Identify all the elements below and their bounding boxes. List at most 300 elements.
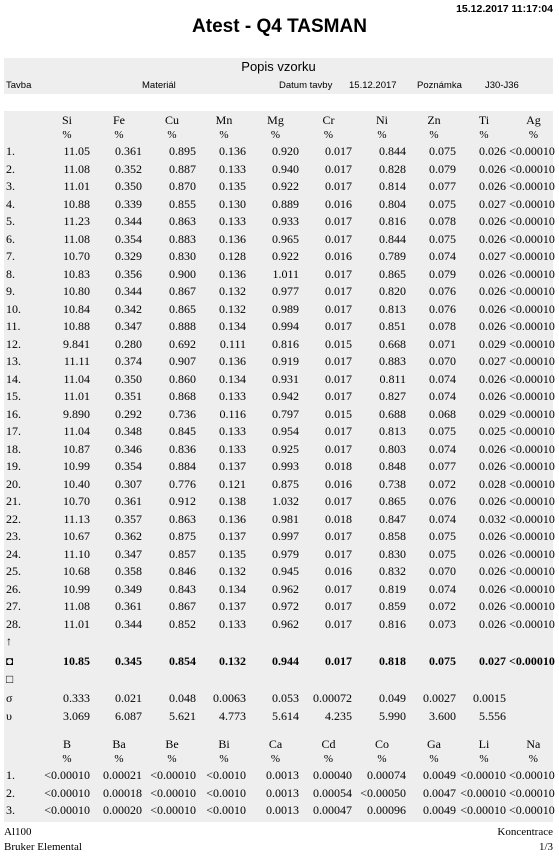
row-label: 25. (6, 564, 21, 578)
value-cell: 0.875 (169, 529, 196, 543)
value-cell: 0.851 (379, 319, 406, 333)
value-cell: 0.848 (379, 459, 406, 473)
value-cell: 0.070 (429, 354, 456, 368)
value-cell: 10.80 (63, 284, 90, 298)
value-cell: 0.133 (219, 214, 246, 228)
table-row (4, 581, 558, 599)
value-cell: 0.883 (379, 354, 406, 368)
value-cell: <0.00010 (509, 336, 555, 351)
datum-value: 15.12.2017 (349, 80, 397, 91)
value-cell: 0.933 (272, 214, 299, 228)
value-cell: 0.00020 (103, 803, 142, 817)
value-cell: <0.00010 (460, 768, 506, 782)
value-cell: 0.0047 (423, 785, 456, 800)
value-cell: 0.134 (219, 319, 246, 333)
value-cell: 0.867 (169, 599, 196, 613)
element-header: Cu (164, 113, 179, 127)
value-cell: 0.133 (219, 441, 246, 456)
empty-cell (459, 671, 509, 689)
value-cell: 0.333 (63, 691, 90, 705)
table-row (4, 353, 558, 371)
value-cell: 0.053 (272, 691, 299, 705)
value-cell: 0.017 (325, 441, 352, 456)
element-header: Ti (478, 113, 490, 127)
row-label: 12. (6, 336, 21, 351)
value-cell: 0.816 (379, 214, 406, 228)
value-cell: 6.087 (115, 709, 142, 723)
value-cell: 11.13 (63, 511, 90, 526)
value-cell: 0.348 (115, 424, 142, 438)
value-cell: 0.026 (479, 459, 506, 473)
row-label: 28. (6, 616, 21, 631)
value-cell: 0.358 (115, 564, 142, 578)
value-cell: <0.00010 (44, 768, 90, 782)
value-cell: 0.116 (219, 406, 246, 421)
value-cell: 0.668 (379, 336, 406, 351)
value-cell: <0.00010 (509, 529, 555, 543)
row-label: υ (6, 709, 12, 723)
empty-cell (409, 633, 459, 651)
value-cell: 0.345 (115, 653, 142, 668)
value-cell: 0.820 (379, 284, 406, 298)
value-cell: 0.017 (325, 266, 352, 281)
value-cell: 0.121 (219, 476, 246, 491)
value-cell: 0.00074 (367, 768, 406, 782)
value-cell: <0.00010 (509, 599, 555, 613)
table-row (4, 476, 558, 494)
row-label: 8. (6, 266, 15, 281)
value-cell: 0.344 (115, 214, 142, 228)
table-row (4, 563, 558, 581)
value-cell: 0.032 (479, 511, 506, 526)
mean-row (4, 651, 558, 671)
row-label: 10. (6, 301, 21, 316)
row-label: 1. (6, 144, 15, 158)
table-row (4, 616, 558, 634)
row-label: 17. (6, 424, 21, 438)
element-header: Mg (267, 113, 284, 127)
row-label: 18. (6, 441, 21, 456)
table-row (4, 598, 558, 616)
unit-label: % (167, 129, 177, 141)
value-cell: 0.846 (169, 564, 196, 578)
value-cell: 10.84 (63, 301, 90, 316)
element-header: B (62, 737, 71, 751)
value-cell: 0.135 (219, 546, 246, 561)
value-cell: 0.855 (169, 196, 196, 211)
value-cell: 0.979 (272, 546, 299, 561)
value-cell: <0.00010 (509, 785, 555, 800)
unit-label: % (62, 753, 72, 765)
value-cell: 0.0013 (266, 768, 299, 782)
value-cell: 0.836 (169, 441, 196, 456)
row-label: 22. (6, 511, 21, 526)
value-cell: 0.357 (115, 511, 142, 526)
empty-cell (199, 671, 249, 689)
value-cell: 0.803 (379, 441, 406, 456)
header-corner (4, 737, 41, 752)
value-cell: 0.138 (219, 494, 246, 508)
value-cell: 0.017 (325, 599, 352, 613)
value-cell: 0.074 (429, 249, 456, 263)
value-cell: <0.0010 (206, 785, 246, 800)
element-header: Cd (321, 737, 336, 751)
value-cell: 0.352 (115, 161, 142, 176)
value-cell: <0.00010 (509, 144, 555, 158)
value-cell: 0.0063 (213, 691, 246, 705)
table-row (4, 388, 558, 406)
value-cell: 1.011 (272, 266, 299, 281)
value-cell: 0.026 (479, 231, 506, 246)
row-label: 27. (6, 599, 21, 613)
value-cell: 0.132 (219, 301, 246, 316)
value-cell: 0.907 (169, 354, 196, 368)
value-cell: 0.887 (169, 161, 196, 176)
value-cell: 11.01 (63, 179, 90, 193)
value-cell: 0.307 (115, 476, 142, 491)
unit-corner (4, 752, 41, 767)
row-label: 2. (6, 161, 15, 176)
value-cell: <0.00010 (509, 511, 555, 526)
unit-label: % (429, 753, 439, 765)
empty-cell (509, 671, 558, 689)
value-cell: 0.026 (479, 144, 506, 158)
value-cell: <0.00010 (509, 284, 555, 298)
table-row (4, 371, 558, 389)
value-cell: 0.981 (272, 511, 299, 526)
value-cell: 0.026 (479, 266, 506, 281)
value-cell: 0.079 (429, 161, 456, 176)
value-cell: 0.026 (479, 546, 506, 561)
value-cell: 0.077 (429, 179, 456, 193)
value-cell: <0.00010 (509, 266, 555, 281)
value-cell: 11.01 (63, 389, 90, 403)
value-cell: 0.865 (379, 494, 406, 508)
value-cell: 0.965 (272, 231, 299, 246)
value-cell: 10.83 (63, 266, 90, 281)
report-title: Atest - Q4 TASMAN (192, 16, 367, 37)
value-cell: 0.863 (169, 511, 196, 526)
value-cell: 0.993 (272, 459, 299, 473)
value-cell: 0.0049 (423, 768, 456, 782)
row-label: 9. (6, 284, 15, 298)
unit-corner (4, 128, 41, 143)
value-cell: 0.811 (379, 371, 406, 386)
value-cell: 0.133 (219, 616, 246, 631)
value-cell: 0.026 (479, 599, 506, 613)
value-cell: 0.017 (325, 389, 352, 403)
value-cell: 0.350 (115, 371, 142, 386)
value-cell: 0.362 (115, 529, 142, 543)
value-cell: 0.111 (219, 336, 246, 351)
unit-label: % (377, 129, 387, 141)
element-header: Mn (215, 113, 233, 127)
empty-cell (145, 671, 199, 689)
value-cell: <0.00010 (509, 564, 555, 578)
value-cell: 0.021 (115, 691, 142, 705)
value-cell: 0.026 (479, 371, 506, 386)
element-header: Bi (218, 737, 230, 751)
value-cell: 0.017 (325, 371, 352, 386)
value-cell: 0.989 (272, 301, 299, 316)
value-cell: 0.342 (115, 301, 142, 316)
value-cell: 0.068 (429, 406, 456, 421)
value-cell: 0.017 (325, 546, 352, 561)
value-cell: <0.00010 (509, 301, 555, 316)
value-cell: 0.804 (379, 196, 406, 211)
value-cell: 0.017 (325, 319, 352, 333)
value-cell: 0.816 (379, 616, 406, 631)
value-cell: 10.70 (63, 494, 90, 508)
value-cell: 0.361 (115, 599, 142, 613)
table-row (4, 785, 558, 803)
material-label: Materiál (142, 80, 176, 91)
table-row (4, 511, 558, 529)
row-label: 3. (6, 179, 15, 193)
value-cell: 0.962 (272, 616, 299, 631)
unit-label: % (270, 753, 281, 765)
value-cell: <0.00010 (509, 406, 555, 421)
value-cell: 0.813 (379, 301, 406, 316)
row-label: 2. (6, 785, 15, 800)
value-cell: 0.832 (379, 564, 406, 578)
value-cell: 0.813 (379, 424, 406, 438)
value-cell: 0.027 (479, 354, 506, 368)
value-cell: 0.776 (169, 476, 196, 491)
unit-label: % (114, 129, 124, 141)
value-cell: 5.621 (169, 709, 196, 723)
poznamka-label: Poznámka (417, 80, 462, 91)
value-cell: 0.026 (479, 214, 506, 228)
value-cell: 0.027 (479, 196, 506, 211)
empty-cell (249, 633, 302, 651)
value-cell: 0.292 (115, 406, 142, 421)
value-cell: 0.818 (379, 653, 406, 668)
value-cell: <0.00010 (509, 803, 555, 817)
value-cell: 0.865 (169, 301, 196, 316)
value-cell: 0.857 (169, 546, 196, 561)
value-cell: 0.017 (325, 161, 352, 176)
row-label: ◘ (6, 653, 14, 668)
value-cell: 0.077 (429, 459, 456, 473)
value-cell: 0.075 (429, 424, 456, 438)
value-cell: 0.00072 (313, 691, 352, 705)
value-cell (509, 708, 558, 726)
empty-label: □ (6, 671, 14, 686)
value-cell: 11.08 (63, 231, 90, 246)
unit-label: % (167, 753, 177, 765)
footer-mode: Koncentrace (497, 826, 553, 838)
value-cell: 0.134 (219, 371, 246, 386)
value-cell: 0.865 (379, 266, 406, 281)
element-header: Si (61, 113, 72, 127)
value-cell: 10.88 (63, 196, 90, 211)
sample-description-title: Popis vzorku (241, 59, 316, 74)
value-cell: 0.017 (325, 653, 352, 668)
value-cell: 0.925 (272, 441, 299, 456)
value-cell: 0.076 (429, 284, 456, 298)
value-cell: 0.889 (272, 196, 299, 211)
value-cell: 0.0027 (423, 691, 456, 705)
value-cell: 0.819 (379, 581, 406, 596)
value-cell: <0.00010 (509, 354, 555, 368)
value-cell: 0.942 (272, 389, 299, 403)
value-cell: <0.00010 (509, 581, 555, 596)
row-label: 5. (6, 214, 15, 228)
value-cell: 10.40 (63, 476, 90, 491)
value-cell: 0.136 (219, 511, 246, 526)
value-cell: 0.931 (272, 371, 299, 386)
value-cell: 0.356 (115, 266, 142, 281)
arrow-row (4, 633, 558, 651)
element-header: Na (526, 737, 541, 751)
value-cell: 11.08 (63, 161, 90, 176)
value-cell: <0.00010 (509, 214, 555, 228)
element-header: Li (478, 737, 490, 751)
empty-cell (409, 671, 459, 689)
value-cell: 0.863 (169, 214, 196, 228)
arrow-label: ↑ (6, 634, 12, 648)
unit-label: % (219, 129, 229, 141)
value-cell: <0.00010 (509, 441, 555, 456)
value-cell: 10.70 (63, 249, 90, 263)
element-header: Be (165, 737, 179, 751)
element-header: Ni (376, 113, 388, 127)
value-cell: 0.00021 (103, 768, 142, 782)
value-cell: 0.361 (115, 144, 142, 158)
row-label: 1. (6, 768, 15, 782)
value-cell: 0.977 (272, 284, 299, 298)
empty-cell (302, 633, 355, 651)
value-cell: 0.912 (169, 494, 196, 508)
row-label: 16. (6, 406, 21, 421)
value-cell: 10.99 (63, 581, 90, 596)
value-cell: 0.026 (479, 581, 506, 596)
element-header-row (4, 113, 558, 128)
value-cell: 0.867 (169, 284, 196, 298)
value-cell: <0.00010 (509, 371, 555, 386)
row-label: 6. (6, 231, 15, 246)
unit-label: % (62, 129, 72, 141)
unit-header-row (4, 128, 558, 143)
value-cell: 11.05 (63, 144, 90, 158)
value-cell: 0.018 (325, 459, 352, 473)
value-cell: <0.00010 (509, 179, 555, 193)
value-cell: 9.841 (63, 336, 90, 351)
value-cell: <0.00010 (150, 768, 196, 782)
value-cell: 0.026 (479, 441, 506, 456)
value-cell: 0.075 (429, 653, 456, 668)
value-cell: 0.844 (379, 231, 406, 246)
value-cell: 0.350 (115, 179, 142, 193)
value-cell: 0.136 (219, 354, 246, 368)
value-cell: 4.235 (325, 709, 352, 723)
value-cell: 0.074 (429, 511, 456, 526)
value-cell: 0.076 (429, 494, 456, 508)
value-cell: 0.00040 (313, 768, 352, 782)
empty-row (4, 671, 558, 689)
value-cell: 0.922 (272, 179, 299, 193)
element-header: Ga (427, 737, 441, 751)
value-cell: 10.85 (63, 653, 90, 668)
footer-page: 1/3 (538, 841, 553, 853)
empty-cell (93, 671, 145, 689)
element-header: Zn (427, 113, 441, 127)
value-cell: 10.87 (63, 441, 90, 456)
value-cell: 0.137 (219, 599, 246, 613)
value-cell: 0.017 (325, 179, 352, 193)
unit-header-row (4, 752, 558, 767)
element-header: Ba (112, 737, 126, 751)
value-cell: 0.136 (219, 266, 246, 281)
value-cell: 0.028 (479, 476, 506, 491)
footer-vendor: Bruker Elemental (4, 841, 82, 853)
unit-label: % (219, 753, 229, 765)
value-cell: <0.00010 (509, 653, 555, 668)
value-cell: 0.00096 (367, 803, 406, 817)
value-cell: <0.00010 (150, 785, 196, 800)
value-cell: 0.026 (479, 564, 506, 578)
value-cell: 0.945 (272, 564, 299, 578)
value-cell: 0.016 (325, 476, 352, 491)
value-cell: 11.10 (63, 546, 90, 561)
value-cell: 0.136 (219, 231, 246, 246)
value-cell: 0.830 (379, 546, 406, 561)
value-cell: 0.888 (169, 319, 196, 333)
value-cell: 0.738 (379, 476, 406, 491)
value-cell: 0.349 (115, 581, 142, 596)
value-cell: 11.23 (63, 214, 90, 228)
table-row (4, 546, 558, 564)
value-cell: 0.048 (169, 691, 196, 705)
concentration-table-secondary (4, 737, 558, 820)
value-cell: 3.069 (63, 709, 90, 723)
value-cell: 0.133 (219, 161, 246, 176)
value-cell: 0.00047 (313, 803, 352, 817)
value-cell: <0.00010 (509, 424, 555, 438)
concentration-table-main (4, 113, 558, 726)
unit-label: % (479, 753, 489, 765)
element-header: Ca (268, 737, 283, 751)
sigma-row (4, 688, 558, 708)
value-cell: 0.962 (272, 581, 299, 596)
value-cell: 4.773 (219, 709, 246, 723)
row-label: 21. (6, 494, 21, 508)
value-cell: 0.016 (325, 196, 352, 211)
element-header: Cr (322, 113, 335, 127)
table-row (4, 266, 558, 284)
value-cell: 0.814 (379, 179, 406, 193)
value-cell: 0.843 (169, 581, 196, 596)
element-header-row (4, 737, 558, 752)
empty-cell (41, 671, 93, 689)
value-cell: 0.922 (272, 249, 299, 263)
value-cell: 0.347 (115, 319, 142, 333)
value-cell: 0.016 (325, 249, 352, 263)
value-cell: 11.01 (63, 616, 90, 631)
row-label: 19. (6, 459, 21, 473)
value-cell: 0.347 (115, 546, 142, 561)
value-cell: 0.026 (479, 529, 506, 543)
value-cell: 0.076 (429, 301, 456, 316)
table-row (4, 441, 558, 459)
value-cell: 0.00018 (103, 785, 142, 800)
value-cell: 0.016 (325, 564, 352, 578)
value-cell: 11.11 (63, 354, 90, 368)
value-cell: 0.017 (325, 529, 352, 543)
value-cell: 0.073 (429, 616, 456, 631)
value-cell: 0.015 (325, 406, 352, 421)
